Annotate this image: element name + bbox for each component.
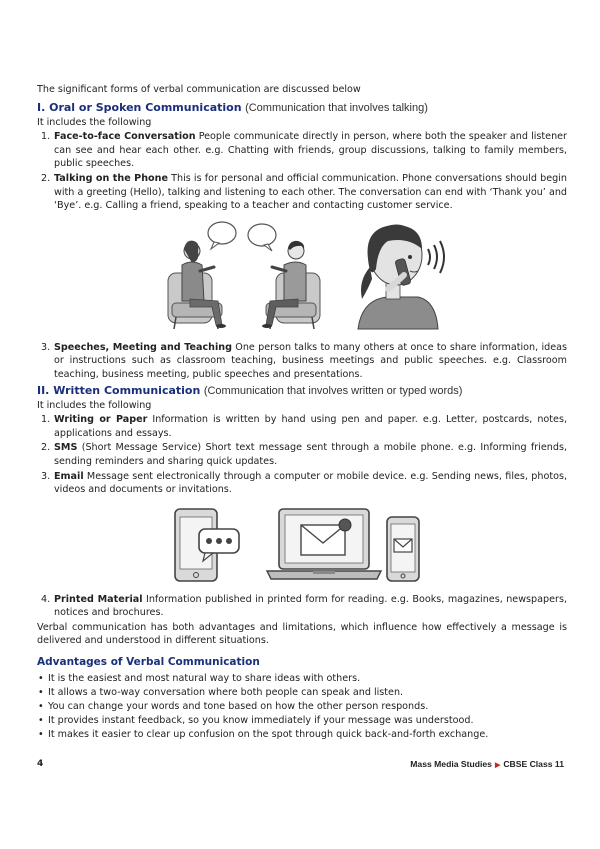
advantage-item: • It is the easiest and most natural way to share ideas with others.	[38, 672, 361, 684]
footer-arrow-icon: ▶	[494, 762, 501, 769]
section-oral-title: I. Oral or Spoken Communication	[37, 100, 242, 114]
advantages-heading: Advantages of Verbal Communication	[37, 656, 260, 669]
intro-text: The significant forms of verbal communication are discussed below	[37, 84, 361, 95]
advantage-item: • It makes it easier to clear up confusion on the spot through quick back-and-forth exchange.	[38, 729, 489, 741]
oral-item-2: 2. Talking on the Phone This is for personal and official communication. Phone conversations should begin with a greeting (Hello), talking and listening to each other. The conversation can end with ‘Thank you’ and ‘Bye’. e.g. Calling a friend, speaking to a teacher and contacting customer service.	[41, 172, 568, 212]
laptop-email-icon	[265, 507, 383, 587]
footer-book: Mass Media Studies	[410, 759, 492, 769]
written-item-4: 4. Printed Material Information published in printed form for reading. e.g. Books, magazines, newspapers, notices and brochures.	[41, 593, 568, 619]
section-oral-subtitle: (Communication that involves talking)	[245, 101, 428, 114]
oral-illustrations	[37, 219, 567, 337]
page-number: 4	[37, 759, 44, 769]
advantage-item: • You can change your words and tone based on how the other person responds.	[38, 700, 429, 712]
tablet-chat-icon	[171, 507, 245, 587]
section-written-title: II. Written Communication	[37, 383, 201, 397]
written-list-continued	[37, 593, 567, 620]
footer-book-title	[410, 759, 564, 769]
written-list	[37, 413, 567, 497]
section-oral-includes: It includes the following	[37, 116, 152, 128]
written-item-1: 1. Writing or Paper Information is written by hand using pen and paper. e.g. Letter, postcards, notes, applications and essays.	[41, 414, 567, 439]
page-content	[37, 83, 567, 742]
oral-list	[37, 130, 567, 213]
woman-on-phone-illustration	[348, 219, 448, 331]
closing-paragraph: Verbal communication has both advantages and limitations, which influence how effectively a message is delivered and understood in different situations.	[37, 621, 567, 647]
oral-list-continued	[37, 341, 567, 382]
oral-item-1: 1. Face-to-face Conversation People communicate directly in person, where both the speaker and listener can see and hear each other. e.g. Chatting with friends, group discussions, talking to family members, public speeches.	[41, 131, 567, 170]
written-item-2: 2. SMS (Short Message Service) Short text message sent through a mobile phone. e.g. Informing friends, sending reminders and sharing quick updates.	[41, 442, 567, 467]
advantages-list	[37, 672, 567, 742]
written-illustrations	[37, 505, 567, 589]
phone-email-icon	[385, 515, 421, 585]
section-written-subtitle: (Communication that involves written or typed words)	[203, 384, 463, 397]
section-oral-heading	[37, 101, 567, 115]
two-people-talking-illustration	[164, 221, 324, 333]
footer-class: CBSE Class 11	[503, 759, 564, 769]
advantage-item: • It provides instant feedback, so you know immediately if your message was understood.	[38, 714, 474, 726]
section-written-includes: It includes the following	[37, 399, 152, 411]
section-written-heading	[37, 384, 567, 398]
advantage-item: • It allows a two-way conversation where both people can speak and listen.	[38, 686, 404, 698]
oral-item-3: 3. Speeches, Meeting and Teaching One person talks to many others at once to share information, ideas or instructions such as classroom teaching, business meetings and public speeches. e.g. Classroom teaching, business meeting, public speeches and presentations.	[41, 341, 567, 380]
written-item-3: 3. Email Message sent electronically through a computer or mobile device. e.g. Sending news, files, photos, videos and documents or invitations.	[41, 470, 567, 496]
